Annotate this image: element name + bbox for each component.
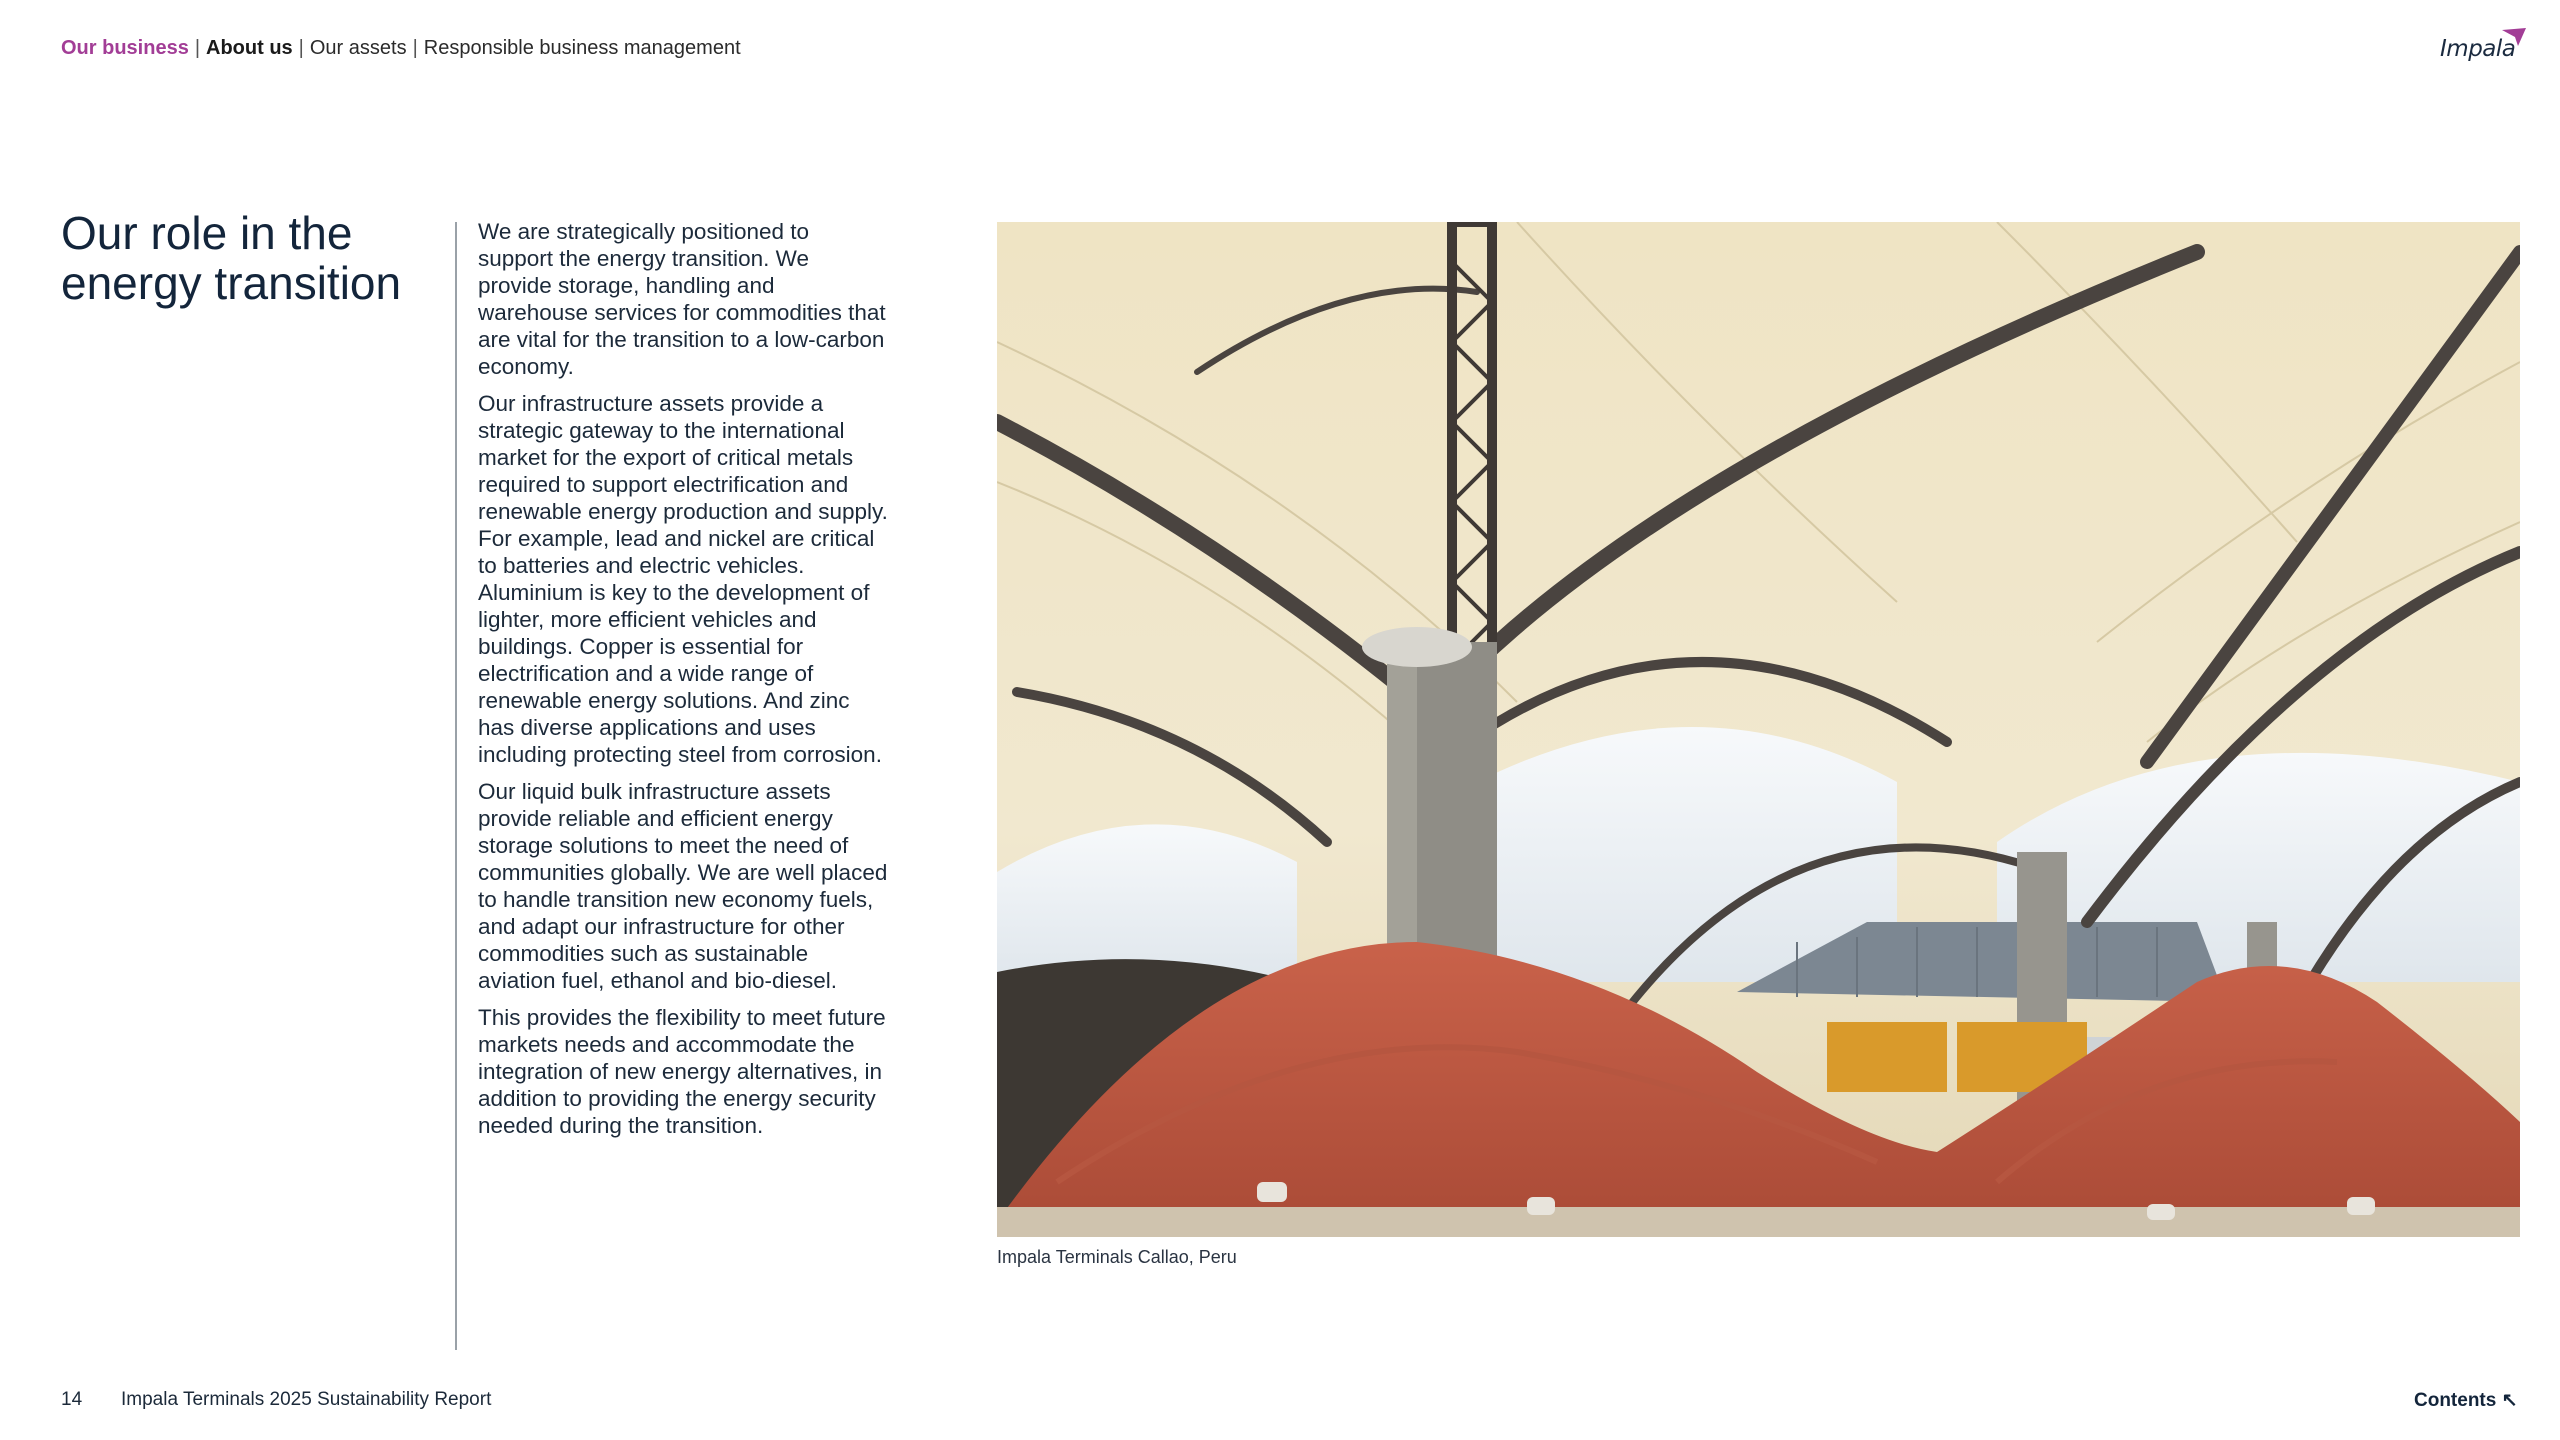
photo-caption: Impala Terminals Callao, Peru [997,1247,1237,1267]
terminal-warehouse-illustration [997,222,2520,1237]
nav-separator: | [298,37,304,59]
terminal-photo [997,222,2520,1237]
paragraph: We are strategically positioned to support the energy transition. We provide storage, handling and warehouse services for commodities that are vital for the transition to a low-carbon economy. [478,219,886,379]
nav-responsible-business[interactable]: Responsible business management [423,37,741,59]
logo-arrow-icon [2502,28,2526,48]
breadcrumb-nav [61,34,741,62]
column-divider [455,222,457,1350]
nav-separator: | [194,37,201,59]
nav-our-business[interactable]: Our business [61,37,189,59]
nav-separator: | [412,37,418,59]
paragraph: Our infrastructure assets provide a strategic gateway to the international market for the export of critical metals required to support electrification and renewable energy production and supply. For example, lead and nickel are critical to batteries and electric vehicles. Aluminium is key to the development of lighter, more efficient vehicles and buildings. Copper is essential for electrification and a wide range of renewable energy solutions. And zinc has diverse applications and uses including protecting steel from corrosion. [478,391,888,767]
nav-our-assets[interactable]: Our assets [309,37,407,59]
logo-wordmark: Impala [2440,36,2516,62]
body-text [478,218,888,1149]
impala-logo [2440,28,2530,68]
paragraph: Our liquid bulk infrastructure assets provide reliable and efficient energy storage solutions to meet the need of communities globally. We are well placed to handle transition new economy fuels, and adapt our infrastructure for other commodities such as sustainable aviation fuel, ethanol and bio-diesel. [478,779,888,993]
page-number: 14 [61,1389,83,1410]
paragraph: This provides the flexibility to meet future markets needs and accommodate the integration of new energy alternatives, in addition to providing the energy security needed during the transition. [478,1005,886,1138]
page-title: Our role in the energy transition [61,207,402,309]
report-title: Impala Terminals 2025 Sustainability Report [121,1389,492,1410]
nav-about-us[interactable]: About us [206,37,293,59]
contents-link[interactable]: Contents ↖ [2414,1390,2518,1411]
